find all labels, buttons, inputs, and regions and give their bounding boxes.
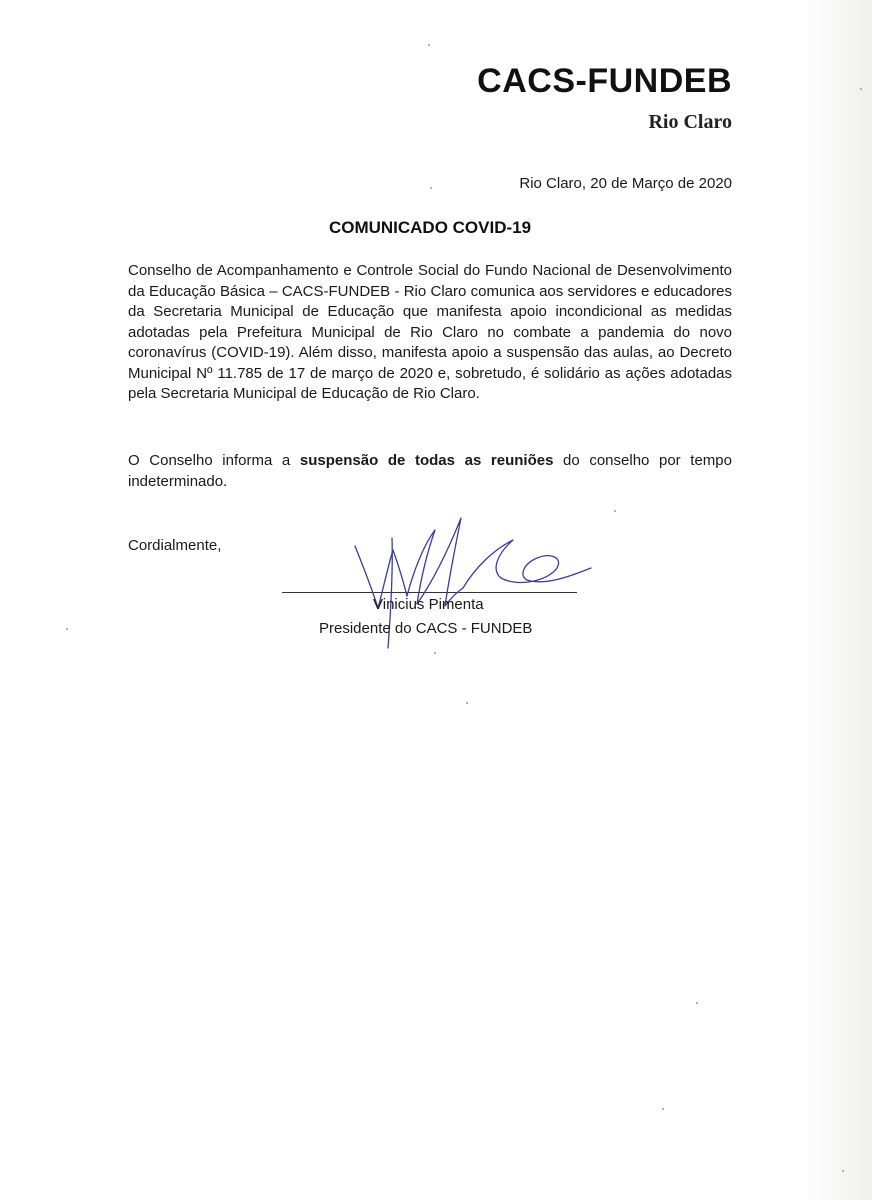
closing-salutation: Cordialmente,: [128, 537, 222, 554]
organization-title: CACS-FUNDEB: [477, 62, 732, 100]
signer-name: Vinicius Pimenta: [373, 596, 484, 613]
paragraph-2-emphasis: suspensão de todas as reuniões: [299, 452, 554, 469]
body-paragraph-1: Conselho de Acompanhamento e Controle Social do Fundo Nacional de Desenvolvimento da Educação Básica – CACS-FUNDEB - Rio Claro comunica aos servidores e educadores da Secretaria Municipal de Educação que manifesta apoio incondicional as medidas adotadas pela Prefeitura Municipal de Rio Claro no combate a pandemia do novo coronavírus (COVID-19). Além disso, manifesta apoio a suspensão das aulas, ao Decreto Municipal Nº 11.785 de 17 de março de 2020 e, sobretudo, é solidário as ações adotadas pela Secretaria Municipal de Educação de Rio Claro.: [128, 262, 732, 402]
document-title: COMUNICADO COVID-19: [328, 218, 532, 237]
scan-edge-shadow: [802, 0, 872, 1200]
organization-city: Rio Claro: [648, 111, 732, 133]
date-line: Rio Claro, 20 de Março de 2020: [519, 175, 732, 192]
body-paragraph-2: [128, 451, 732, 492]
signer-role: Presidente do CACS - FUNDEB: [319, 620, 533, 637]
paragraph-2-tail: do conselho por tempo indeterminado.: [128, 452, 732, 490]
paragraph-2-lead: O Conselho informa a: [128, 452, 300, 469]
